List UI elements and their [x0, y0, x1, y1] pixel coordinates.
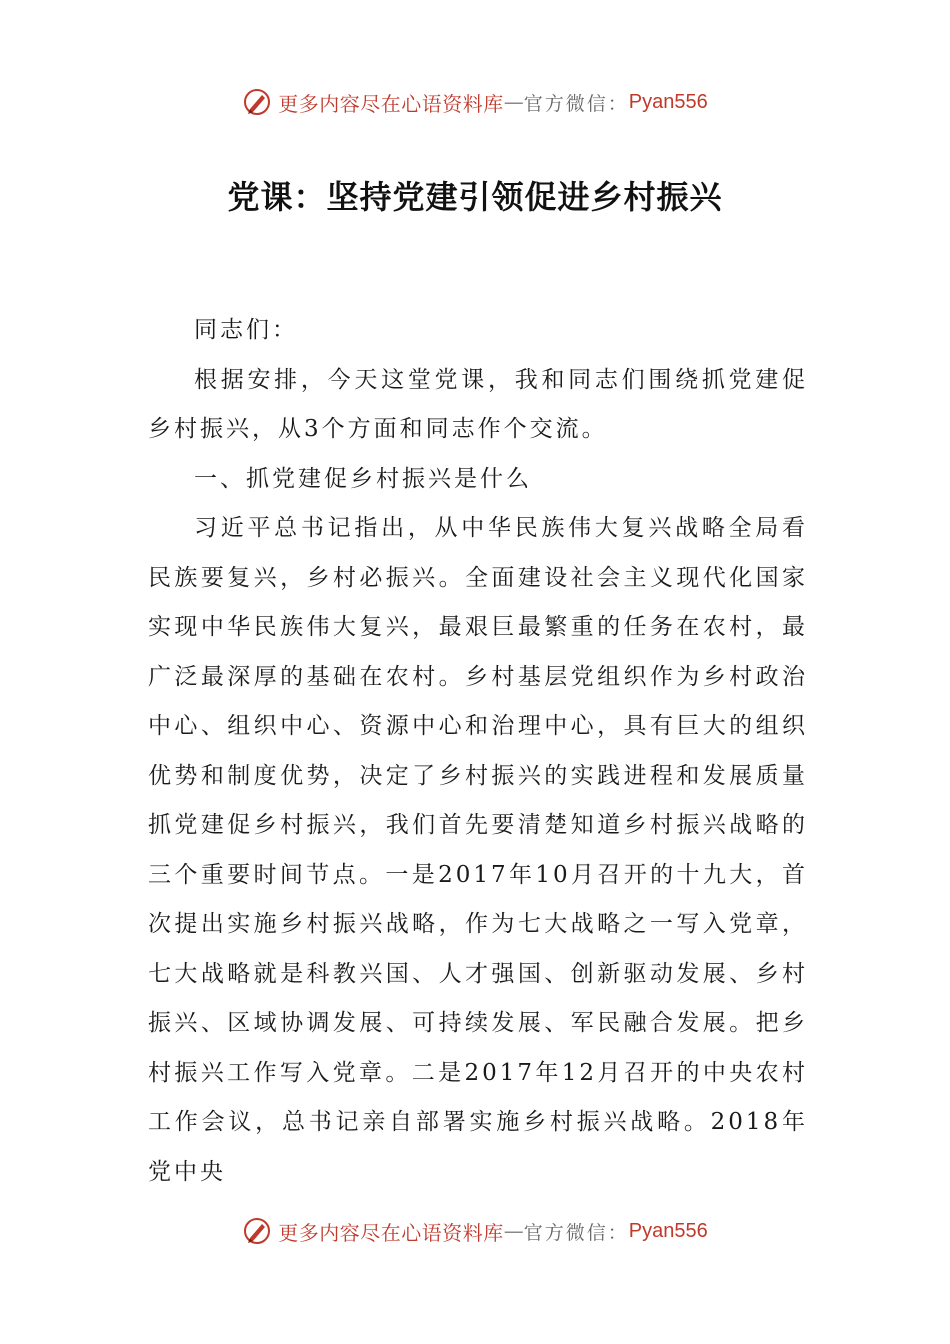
watermark-brand: 更多内容尽在心语资料库 [278, 91, 504, 116]
header-watermark [0, 82, 950, 122]
pen-logo-icon [242, 1216, 272, 1246]
body-paragraph: 习近平总书记指出，从中华民族伟大复兴战略全局看民族要复兴，乡村必振兴。全面建设社会主义现代化国家实现中华民族伟大复兴，最艰巨最繁重的任务在农村，最广泛最深厚的基础在农村。乡村基层党组织作为乡村政治中心、组织中心、资源中心和治理中心，具有巨大的组织优势和制度优势，决定了乡村振兴的实践进程和发展质量抓党建促乡村振兴，我们首先要清楚知道乡村振兴战略的三个重要时间节点。一是2017年10月召开的十九大，首次提出实施乡村振兴战略，作为七大战略之一写入党章，七大战略就是科教兴国、人才强国、创新驱动发展、乡村振兴、区域协调发展、可持续发展、军民融合发展。把乡村振兴工作写入党章。二是2017年12月召开的中央农村工作会议，总书记亲自部署实施乡村振兴战略。2018年党中央 [148, 515, 808, 1185]
watermark-separator: — [503, 90, 524, 114]
watermark-separator: — [503, 1219, 524, 1243]
body-paragraph: 根据安排，今天这堂党课，我和同志们围绕抓党建促乡村振兴，从3个方面和同志作个交流。 [148, 366, 808, 442]
watermark-brand: 更多内容尽在心语资料库 [278, 1220, 504, 1245]
watermark-wechat-label: 官方微信： [523, 92, 629, 115]
body-paragraph: 同志们： [194, 317, 298, 343]
watermark-wechat-id: Pyan556 [628, 90, 708, 113]
watermark-wechat-id: Pyan556 [628, 1219, 708, 1242]
footer-watermark [0, 1211, 950, 1251]
document-body [148, 306, 808, 1197]
section-heading: 一、抓党建促乡村振兴是什么 [194, 465, 532, 492]
document-title: 党课：坚持党建引领促进乡村振兴 [227, 178, 723, 216]
watermark-wechat-label: 官方微信： [523, 1221, 629, 1244]
pen-logo-icon [242, 87, 272, 117]
